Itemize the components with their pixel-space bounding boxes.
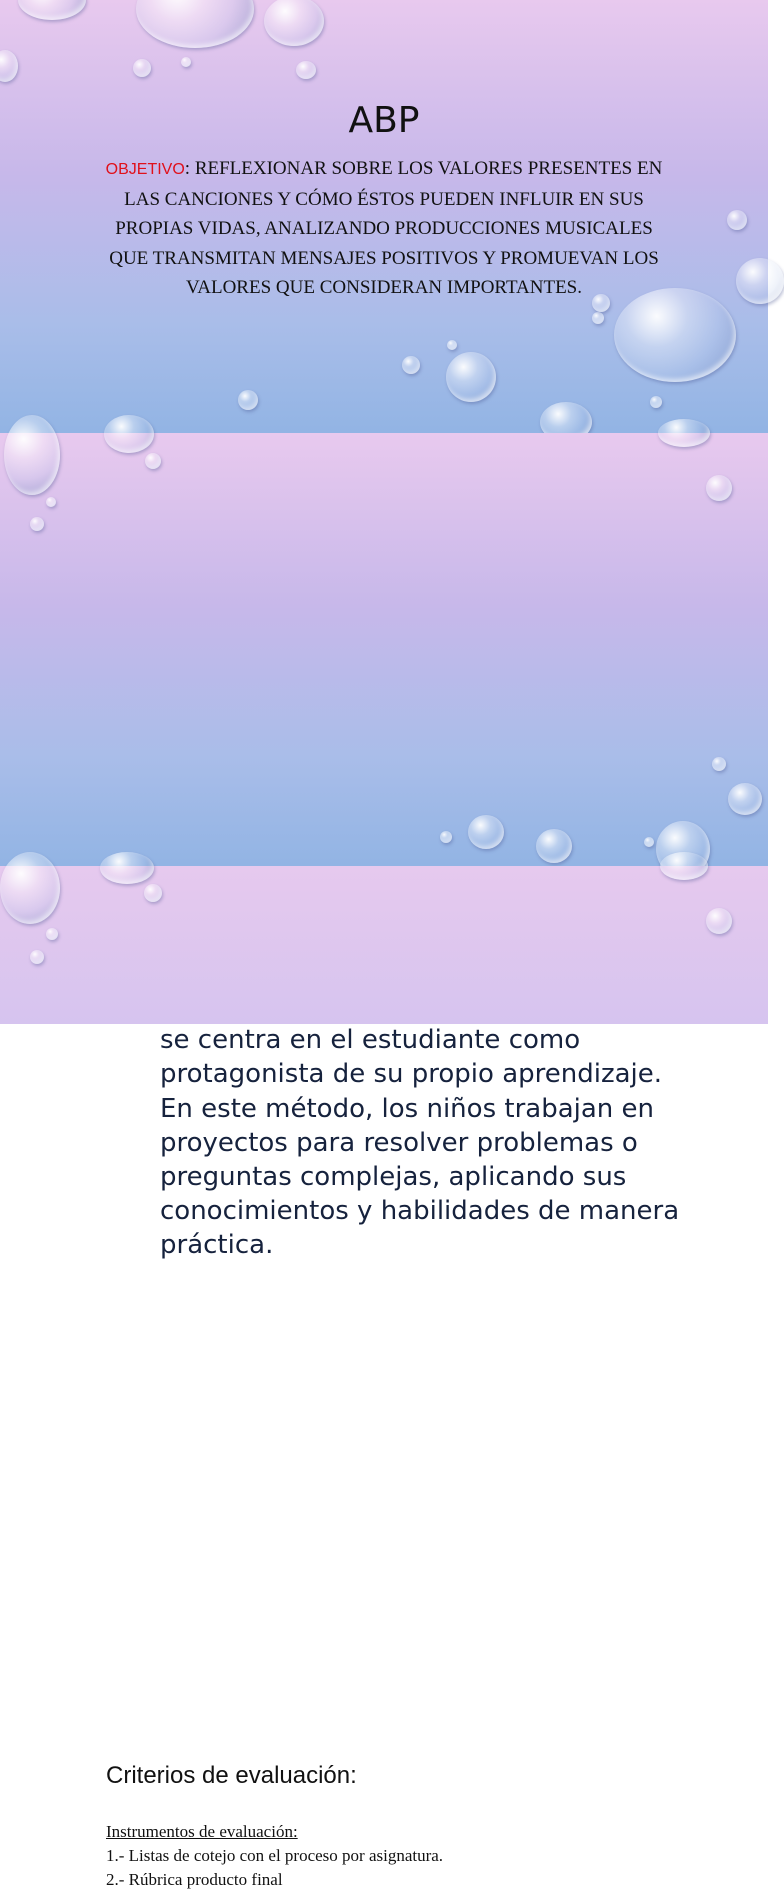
objective-text: : REFLEXIONAR SOBRE LOS VALORES PRESENTES EN LAS CANCIONES Y CÓMO ÉSTOS PUEDEN INFLUIR EN SUS PROPIAS VIDAS, ANALIZANDO PRODUCCIONES MUSICALES QUE TRANSMITAN MENSAJES POSITIVOS Y PROMUEVAN LOS VALORES QUE CONSIDERAN IMPORTANTES. bbox=[109, 158, 663, 298]
water-drop bbox=[136, 0, 254, 48]
instruments-heading: Instrumentos de evaluación: bbox=[106, 1822, 298, 1841]
water-drop bbox=[46, 928, 58, 940]
water-drop bbox=[104, 415, 154, 453]
water-drop bbox=[0, 50, 18, 82]
water-drop bbox=[133, 59, 151, 77]
water-drop bbox=[706, 475, 732, 501]
water-drop bbox=[30, 950, 44, 964]
water-drop bbox=[30, 517, 44, 531]
slide-que-es-abp bbox=[0, 433, 768, 1261]
slide-title: ABP bbox=[348, 100, 420, 141]
objective-paragraph bbox=[100, 154, 668, 303]
water-drop bbox=[100, 852, 154, 884]
water-drop bbox=[650, 396, 662, 408]
water-drop bbox=[706, 908, 732, 934]
water-drop bbox=[727, 210, 747, 230]
water-drop bbox=[0, 852, 60, 924]
water-drop bbox=[181, 57, 191, 67]
water-drop bbox=[440, 831, 452, 843]
water-drop bbox=[468, 815, 504, 849]
water-drop bbox=[4, 415, 60, 495]
water-drop bbox=[728, 783, 762, 815]
definition-paragraph: se centra en el estudiante como protagonista de su propio aprendizaje. En este método, los niños trabajan en proyectos para resolver problemas o preguntas complejas, aplicando sus conocimientos y habilidades de manera práctica. bbox=[160, 1025, 680, 1261]
water-drop bbox=[144, 884, 162, 902]
water-drop bbox=[145, 453, 161, 469]
water-drop bbox=[447, 340, 457, 350]
water-drop bbox=[402, 356, 420, 374]
water-drop bbox=[592, 312, 604, 324]
instrument-item: 2.- Rúbrica producto final bbox=[106, 1870, 283, 1889]
water-drop bbox=[712, 757, 726, 771]
water-drop bbox=[536, 829, 572, 863]
water-drop bbox=[46, 497, 56, 507]
instruments-list bbox=[106, 1820, 443, 1892]
water-drop bbox=[238, 390, 258, 410]
objective-label: OBJETIVO bbox=[105, 161, 185, 178]
water-drop bbox=[296, 61, 316, 79]
water-drop bbox=[644, 837, 654, 847]
water-drop bbox=[658, 419, 710, 447]
water-drop bbox=[736, 258, 784, 304]
slide-objetivo bbox=[0, 0, 768, 433]
instrument-item: 1.- Listas de cotejo con el proceso por asignatura. bbox=[106, 1846, 444, 1865]
water-drop bbox=[446, 352, 496, 402]
water-drop bbox=[660, 852, 708, 880]
water-drop bbox=[18, 0, 86, 20]
criteria-title: Criterios de evaluación: bbox=[106, 1762, 357, 1789]
water-drop bbox=[264, 0, 324, 46]
